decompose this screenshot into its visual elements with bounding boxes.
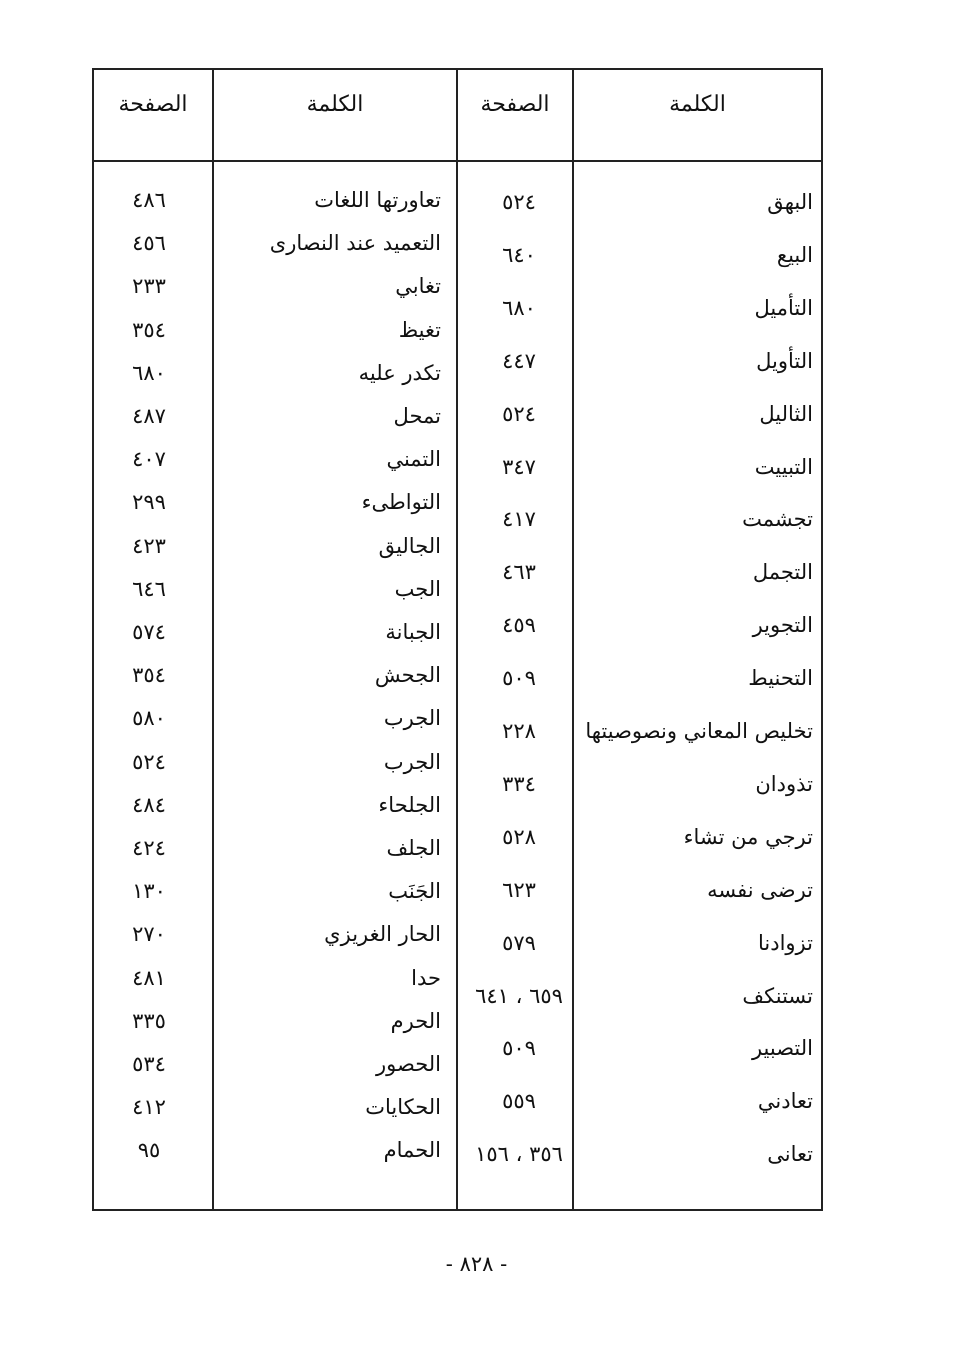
left-index-word: الحرم — [390, 1008, 441, 1033]
left-index-word: الجرب — [383, 749, 441, 774]
header-divider — [94, 160, 821, 162]
left-index-word: الجلحاء — [378, 792, 441, 817]
right-index-page: ٦٤٠ — [502, 242, 536, 267]
right-index-page: ٤١٧ — [502, 507, 536, 532]
left-index-page: ٤٨٦ — [132, 188, 166, 212]
right-index-page: ٣٤٧ — [502, 454, 536, 479]
right-index-page: ٦٨٠ — [502, 295, 536, 320]
right-index-word: تعانى — [767, 1142, 813, 1167]
left-index-word: التمني — [386, 447, 441, 472]
left-index-page: ٦٤٦ — [132, 576, 166, 601]
left-index-page: ٥٢٤ — [132, 749, 166, 774]
index-table — [92, 68, 823, 1211]
left-index-word: التواطىء — [361, 490, 441, 515]
left-index-page: ٥٣٤ — [132, 1052, 166, 1076]
right-index-word: التحنيط — [748, 666, 813, 691]
right-index-page: ٥٢٤ — [502, 401, 536, 426]
left-index-word: تغيظ — [398, 317, 441, 342]
right-index-page: ٤٥٩ — [502, 613, 536, 638]
right-index-word: ترضى نفسه — [707, 877, 813, 902]
right-index-page: ٦٢٣ — [502, 877, 536, 902]
right-index-word: ترجي من تشاء — [683, 824, 813, 849]
right-index-word: تستنكف — [742, 983, 813, 1008]
right-index-page: ٥٥٩ — [502, 1089, 536, 1114]
right-index-page: ٥٢٤ — [502, 190, 536, 214]
left-index-word: الحمام — [383, 1138, 441, 1163]
header-word-left: الكلمة — [306, 92, 364, 117]
left-index-page: ٤٢٣ — [132, 533, 166, 558]
left-index-word: تعاورتها اللغات — [314, 188, 441, 212]
left-index-page: ٢٣٣ — [132, 274, 166, 299]
left-index-page: ١٣٠ — [132, 879, 166, 904]
page-number: - ٨٢٨ - — [445, 1252, 508, 1276]
column-divider — [212, 70, 214, 1209]
left-index-page: ٢٩٩ — [132, 490, 166, 515]
left-index-word: تمحل — [393, 404, 441, 428]
left-index-word: الحصور — [376, 1052, 441, 1076]
column-divider — [456, 70, 458, 1209]
right-index-page: ٤٦٣ — [502, 560, 536, 585]
header-word-right: الكلمة — [669, 92, 726, 117]
left-index-word: الجاليق — [378, 533, 441, 558]
right-index-word: تذودان — [755, 771, 813, 796]
right-index-word: البيع — [776, 242, 813, 267]
left-index-word: الجَنَب — [388, 879, 441, 904]
left-index-page: ٤٨١ — [132, 965, 166, 990]
right-index-page: ٥٧٩ — [502, 930, 536, 955]
left-index-word: الحار الغريزي — [324, 922, 441, 947]
right-index-word: التأويل — [756, 348, 813, 373]
header-page-left: الصفحة — [118, 92, 188, 117]
right-index-word: الثاليل — [759, 401, 813, 426]
left-index-word: تغابي — [395, 274, 441, 299]
left-index-page: ٦٨٠ — [132, 360, 166, 385]
right-index-word: تعادني — [757, 1089, 813, 1114]
left-index-page: ٥٧٤ — [132, 620, 166, 644]
right-index-page: ٤٤٧ — [502, 348, 536, 373]
right-index-word: التجوير — [752, 613, 813, 638]
header-page-right: الصفحة — [480, 92, 550, 117]
left-index-word: الحكايات — [365, 1095, 441, 1120]
left-index-page: ٤٢٤ — [132, 836, 166, 860]
right-index-word: تجشمت — [742, 507, 813, 532]
right-index-word: التأميل — [754, 295, 813, 320]
left-index-word: الجب — [394, 576, 441, 601]
left-index-word: التعميد عند النصارى — [269, 231, 441, 256]
left-index-page: ٩٥ — [137, 1138, 161, 1163]
left-index-page: ٣٥٤ — [132, 317, 166, 342]
left-index-page: ٤٥٦ — [132, 231, 166, 256]
right-index-page: ٥٠٩ — [502, 666, 536, 691]
left-index-page: ٤٨٧ — [132, 404, 166, 428]
left-index-word: الجبانة — [385, 620, 441, 644]
right-index-word: التصبير — [751, 1036, 813, 1061]
left-index-word: الجلف — [386, 836, 441, 860]
right-index-page: ٣٣٤ — [502, 771, 536, 796]
left-index-word: حدا — [411, 965, 441, 990]
left-index-page: ٤٨٤ — [132, 792, 166, 817]
right-index-word: تزوادنا — [757, 930, 813, 955]
left-index-page: ٥٨٠ — [132, 706, 166, 731]
left-index-page: ٣٣٥ — [132, 1008, 166, 1033]
right-index-page: ٦٥٩ ، ٦٤١ — [475, 983, 563, 1008]
left-index-page: ٢٧٠ — [132, 922, 166, 947]
left-index-word: تكدر عليه — [358, 360, 441, 385]
right-index-word: تخليص المعاني ونصوصيتها — [585, 719, 813, 743]
right-index-word: التبييت — [754, 454, 813, 479]
left-index-word: الجحش — [374, 663, 441, 688]
right-index-page: ٥٢٨ — [502, 824, 536, 849]
right-index-page: ٥٠٩ — [502, 1036, 536, 1061]
left-index-page: ٣٥٤ — [132, 663, 166, 688]
left-index-page: ٤٠٧ — [132, 447, 166, 472]
right-index-page: ٢٢٨ — [502, 719, 536, 743]
right-index-word: التجمل — [752, 560, 813, 585]
left-index-word: الجرب — [383, 706, 441, 731]
left-index-page: ٤١٢ — [132, 1095, 166, 1120]
right-index-word: البهق — [767, 190, 813, 214]
right-index-page: ٣٥٦ ، ١٥٦ — [475, 1142, 563, 1167]
